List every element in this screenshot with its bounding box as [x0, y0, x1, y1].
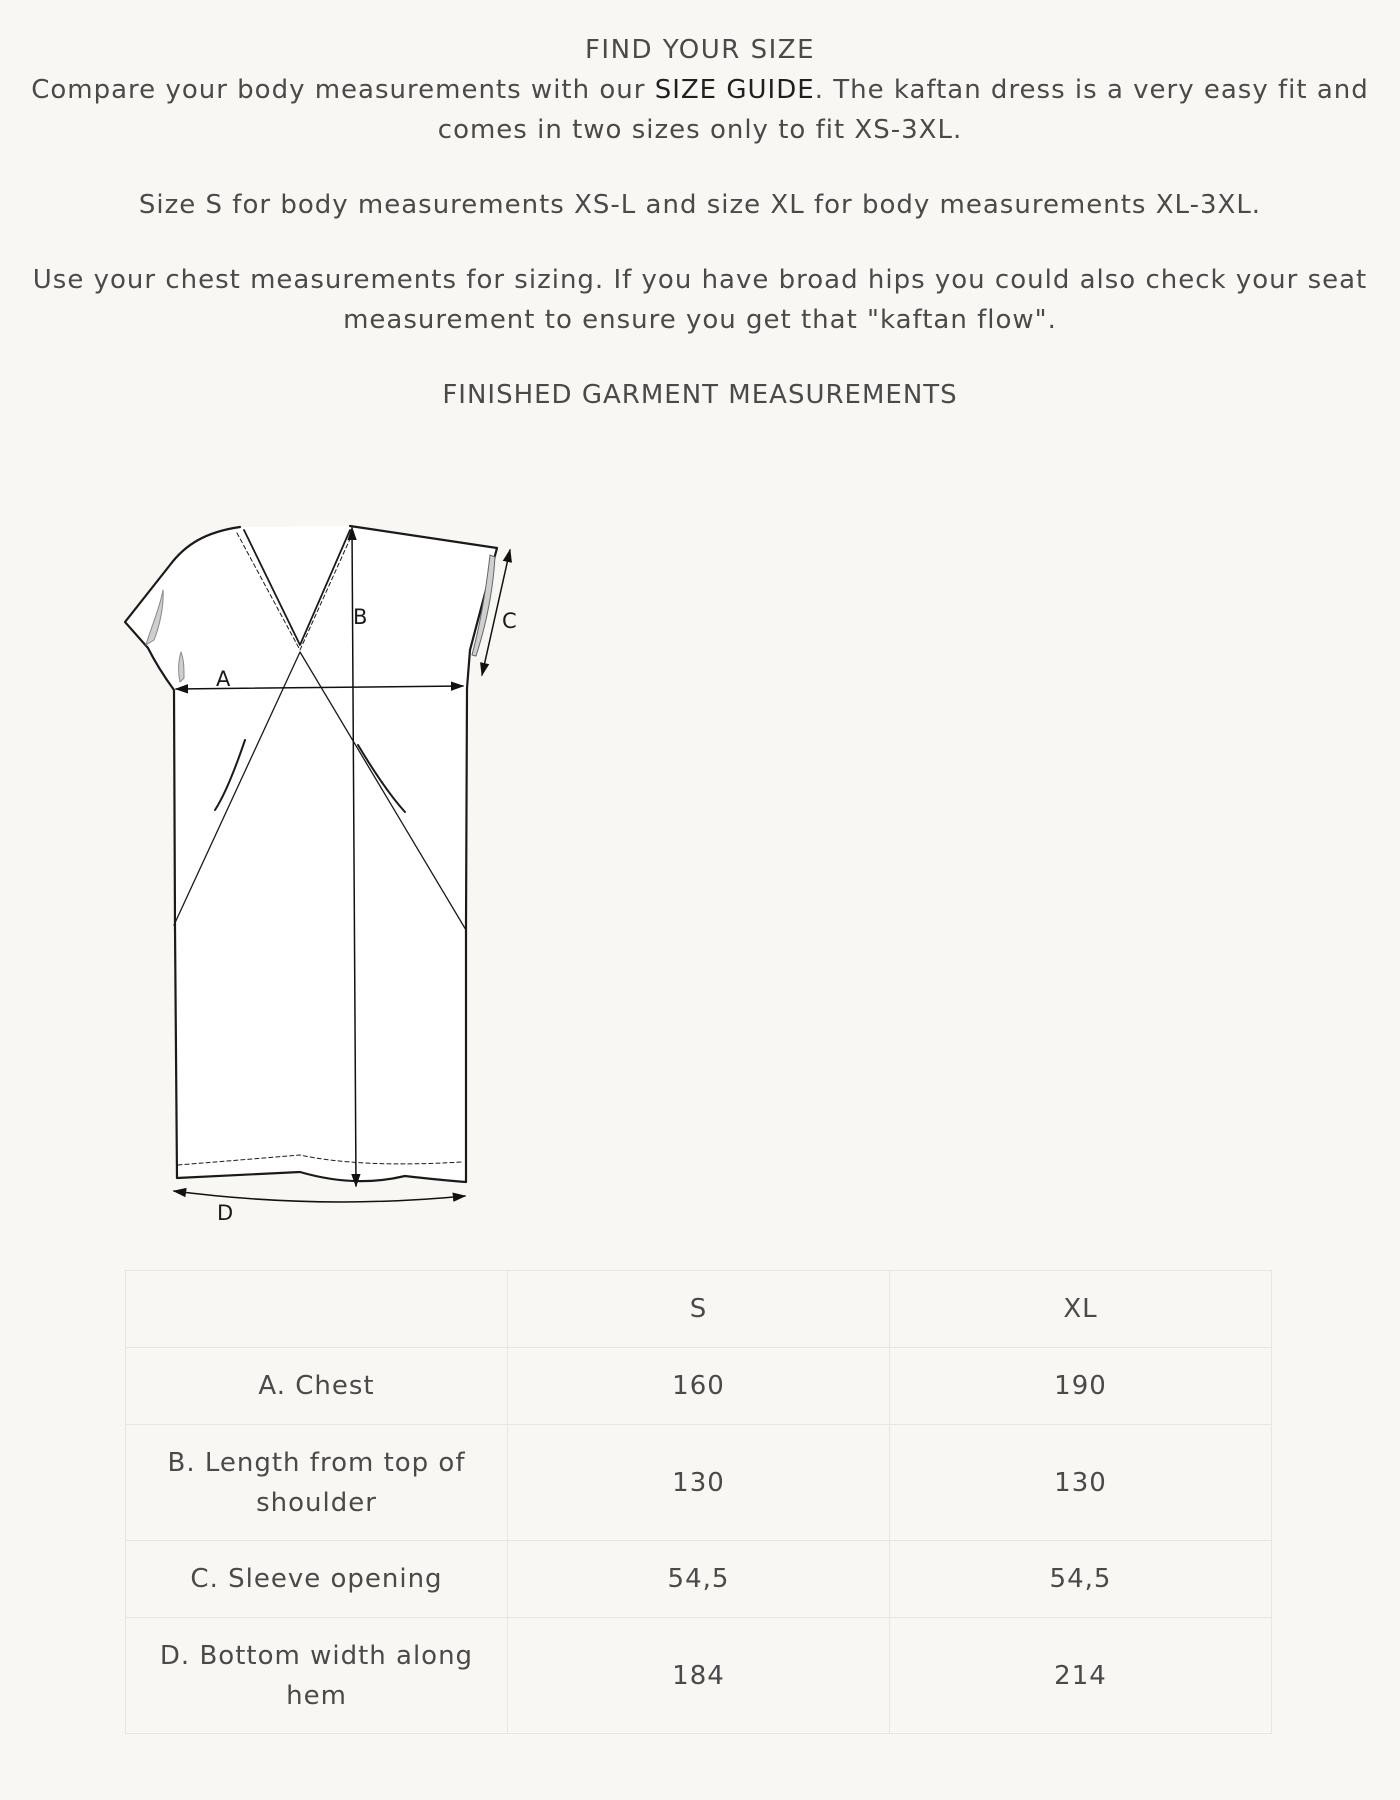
diagram-label-d: D	[217, 1201, 234, 1225]
finished-garment-heading: FINISHED GARMENT MEASUREMENTS	[442, 380, 958, 410]
size-s-value: 54,5	[508, 1541, 890, 1618]
intro-text-before-link: Compare your body measurements with our	[31, 75, 655, 105]
size-s-value: 184	[508, 1618, 890, 1734]
table-header-cell: XL	[890, 1271, 1272, 1348]
intro-paragraph-2: Size S for body measurements XS-L and size XL for body measurements XL-3XL.	[138, 190, 1262, 220]
find-your-size-heading: FIND YOUR SIZE	[584, 35, 816, 65]
size-xl-value: 130	[890, 1425, 1272, 1541]
row-label: B. Length from top of shoulder	[126, 1425, 508, 1541]
row-label: A. Chest	[126, 1348, 508, 1425]
diagram-label-c: C	[502, 609, 517, 633]
diagram-label-b: B	[353, 605, 368, 629]
table-row	[126, 1348, 1272, 1425]
kaftan-diagram	[100, 500, 560, 1240]
size-xl-value: 214	[890, 1618, 1272, 1734]
diagram-label-a: A	[216, 667, 231, 691]
size-s-value: 160	[508, 1348, 890, 1425]
table-row	[126, 1425, 1272, 1541]
intro-paragraph-1	[30, 70, 1370, 150]
table-header-cell	[126, 1271, 508, 1348]
row-label: D. Bottom width along hem	[126, 1618, 508, 1734]
table-row	[126, 1541, 1272, 1618]
kaftan-technical-drawing	[100, 500, 560, 1240]
intro-text-after-link: . The kaftan dress is a very easy fit and comes in two sizes only to fit XS-3XL.	[437, 75, 1369, 145]
row-label: C. Sleeve opening	[126, 1541, 508, 1618]
size-xl-value: 190	[890, 1348, 1272, 1425]
size-s-value: 130	[508, 1425, 890, 1541]
measurements-table	[125, 1270, 1272, 1734]
size-xl-value: 54,5	[890, 1541, 1272, 1618]
intro-paragraph-3: Use your chest measurements for sizing. If you have broad hips you could also check your seat measurement to ensure you get that "kaftan flow".	[32, 265, 1368, 335]
table-header-row	[126, 1271, 1272, 1348]
table-row	[126, 1618, 1272, 1734]
intro-section	[30, 0, 1370, 415]
table-header-cell: S	[508, 1271, 890, 1348]
size-guide-link[interactable]: SIZE GUIDE	[654, 75, 815, 105]
